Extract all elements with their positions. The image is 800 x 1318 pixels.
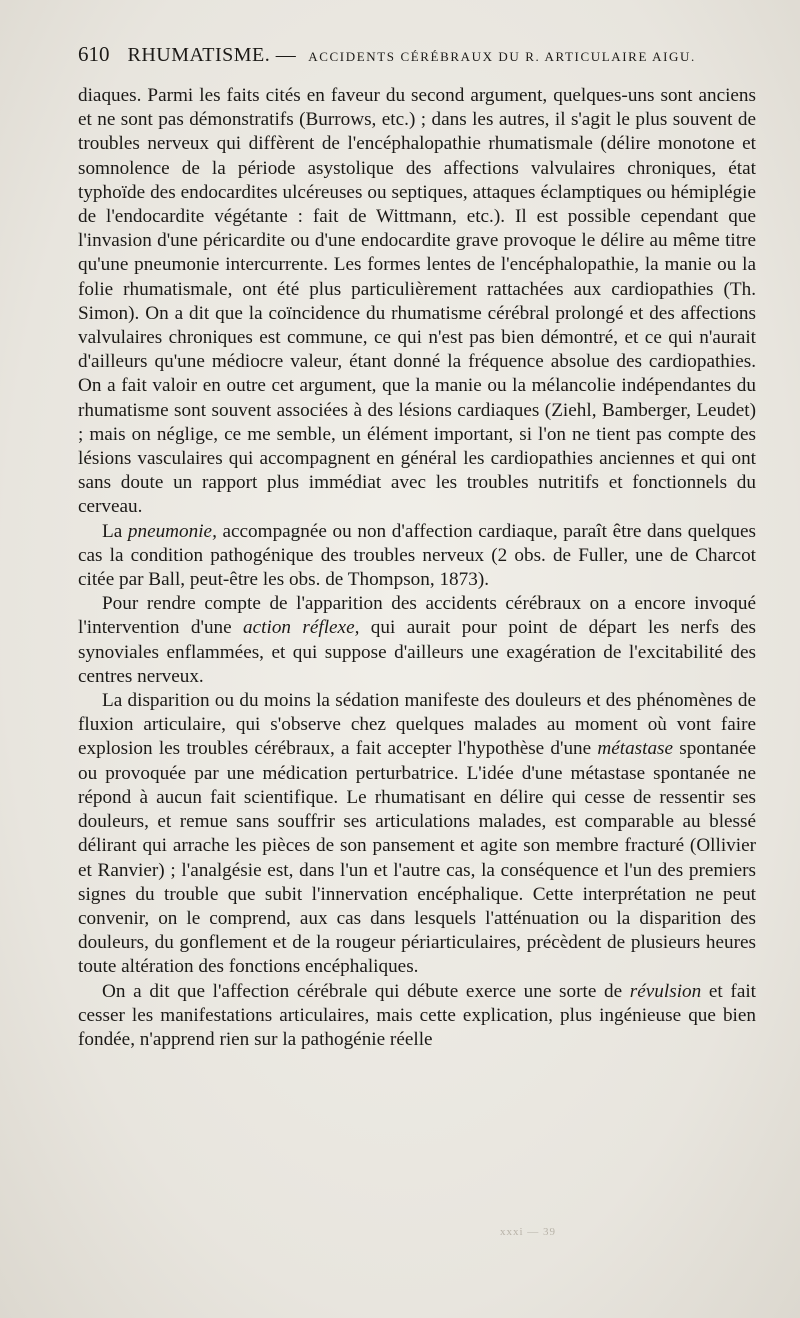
text-run: On a dit que l'affection cérébrale qui débute exerce une sorte de	[102, 980, 630, 1002]
text-run: La disparition ou du moins la sédation manifeste des douleurs et des phénomènes de fluxion articulaire, qui s'observe chez quelques malades au moment où vont faire explosion les troubles cérébraux, a fait accepter l'hypothèse d'une	[78, 690, 756, 760]
italic-term: métastase	[597, 738, 674, 760]
paragraph	[78, 520, 756, 593]
text-run: La	[102, 520, 128, 542]
paragraph	[78, 980, 756, 1053]
italic-term: pneumonie,	[127, 520, 217, 542]
running-title: RHUMATISME. —	[127, 44, 297, 66]
page-number: 610	[78, 42, 110, 66]
body-text	[78, 84, 756, 1052]
paragraph	[78, 592, 756, 689]
text-run: et fait cesser les manifestations articulaires, mais cette explication, plus ingénieuse que bien fondée, n'apprend rien sur la pathogénie réelle	[78, 980, 756, 1050]
text-run: spontanée ou provoquée par une médication perturbatrice. L'idée d'une métastase spontanée ne répond à aucun fait scientifique. Le rhumatisant en délire qui cesse de ressentir ses douleurs, et remue sans souffrir ses articulations malades, est comparable au blessé délirant qui arrache les pièces de son pansement et agite son membre fracturé (Ollivier et Ranvier) ; l'analgésie est, dans l'un et l'autre cas, la conséquence et l'un des premiers signes du trouble que subit l'innervation encéphalique. Cette interprétation ne peut convenir, on le comprend, aux cas dans lesquels l'atténuation ou la disparition des douleurs, du gonflement et de la rougeur périarticulaires, précèdent de plusieurs heures toute altération des fonctions encéphaliques.	[78, 738, 756, 978]
printer-signature-mark: xxxi — 39	[500, 1226, 557, 1238]
paragraph	[78, 84, 756, 520]
text-run: diaques. Parmi les faits cités en faveur du second argument, quelques-uns sont anciens et ne sont pas démonstratifs (Burrows, etc.) ; dans les autres, il s'agit le plus souvent de troubles nerveux qui diffèrent de l'encéphalopathie rhumatismale (délire monotone et somnolence de la période asystolique des affections valvulaires chroniques, état typhoïde des endocardites ulcéreuses ou septiques, attaques éclamptiques ou hémiplégie de l'endocardite végétante : fait de Wittmann, etc.). Il est possible cependant que l'invasion d'une péricardite ou d'une endocardite grave provoque le délire au même titre qu'une pneumonie intercurrente. Les formes lentes de l'encéphalopathie, la manie ou la folie rhumatismale, ont été plus particulièrement rattachées aux cardiopathies (Th. Simon). On a dit que la coïncidence du rhumatisme cérébral prolongé et des affections valvulaires chroniques est commune, ce qui n'est pas bien démontré, et ce qui n'aurait d'ailleurs qu'une médiocre valeur, étant donné la fréquence absolue des cardiopathies. On a fait valoir en outre cet argument, que la manie ou la mélancolie indépendantes du rhumatisme sont souvent associées à des lésions cardiaques (Ziehl, Bamberger, Leudet) ; mais on néglige, ce me semble, un élément important, si l'on ne tient pas compte des lésions vasculaires qui accompagnent en général les cardiopathies anciennes et qui ont sans doute un rapport plus immédiat avec les troubles nutritifs et fonctionnels du cerveau.	[78, 85, 756, 518]
italic-term: révulsion	[629, 980, 702, 1002]
paragraph	[78, 689, 756, 979]
running-header	[78, 42, 756, 82]
text-run: accompagnée ou non d'affection cardiaque, paraît être dans quelques cas la condition pathogénique des troubles nerveux (2 obs. de Fuller, une de Charcot citée par Ball, peut-être les obs. de Thompson, 1873).	[78, 520, 756, 591]
italic-term: action réflexe,	[243, 617, 360, 639]
text-run: Pour rendre compte de l'apparition des accidents cérébraux on a encore invoqué l'intervention d'une	[78, 593, 756, 639]
text-run: qui aurait pour point de départ les nerfs des synoviales enflammées, et qui suppose d'ailleurs une exagération de l'excitabilité des centres nerveux.	[78, 617, 757, 687]
running-subtitle: ACCIDENTS CÉRÉBRAUX DU R. ARTICULAIRE AIGU.	[308, 49, 696, 64]
